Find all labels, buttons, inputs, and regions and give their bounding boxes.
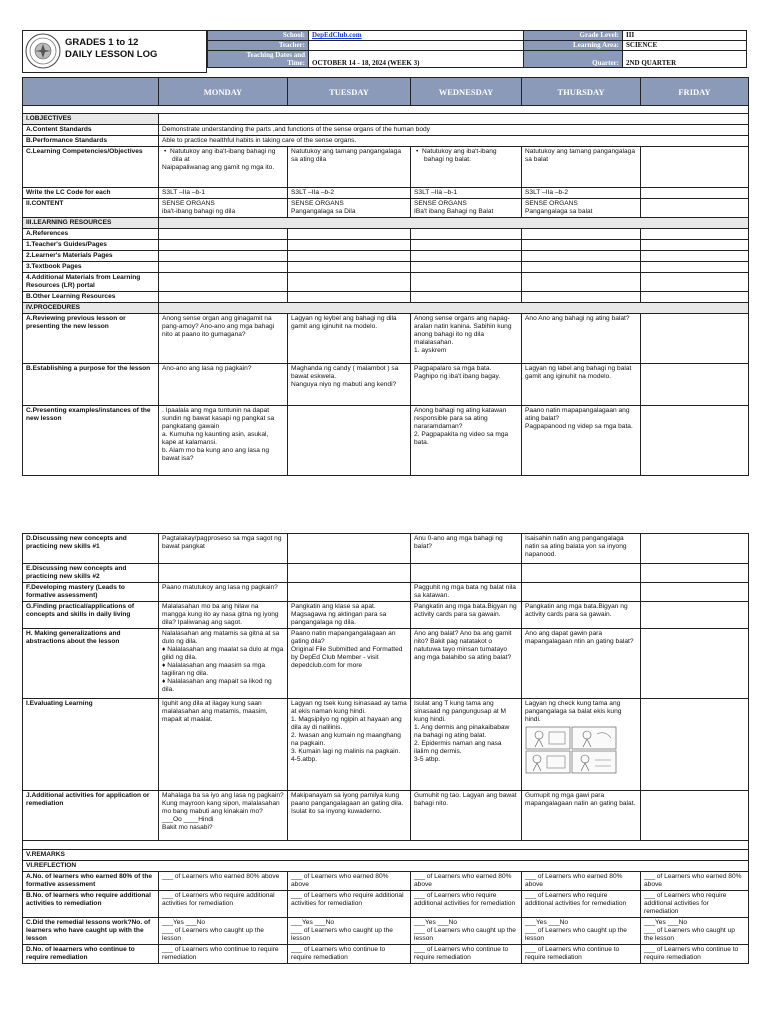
page-title bbox=[65, 37, 157, 61]
refl-d-label: D.No. of leaarners who continue to require remediation bbox=[23, 945, 159, 964]
teachers-guide-label: 1.Teacher's Guides/Pages bbox=[23, 240, 159, 251]
proc-d-thursday: Isaisahin natin ang pangangalaga natin sa ating balata yon sa inyong napanood. bbox=[522, 534, 641, 564]
learning-area-value: SCIENCE bbox=[623, 41, 747, 51]
textbook-label: 3.Textbook Pages bbox=[23, 262, 159, 273]
school-value bbox=[309, 31, 524, 41]
day-header-tuesday: TUESDAY bbox=[288, 78, 411, 106]
grade-label: Grade Level: bbox=[524, 31, 623, 41]
proc-a-wednesday: Anong sense organs ang napag-aralan natin kanina. Sabihin kung anong bahagi ito ng dila malalasahan. 1. ayskrem bbox=[411, 314, 522, 364]
proc-d-tuesday bbox=[288, 534, 411, 564]
proc-i-friday bbox=[641, 699, 749, 791]
proc-g-friday bbox=[641, 602, 749, 629]
dates-value: OCTOBER 14 - 18, 2024 (WEEK 3) bbox=[309, 51, 524, 68]
proc-a-tuesday: Lagyan ng leybel ang bahagi ng dila gamit ang iginuhit na modelo. bbox=[288, 314, 411, 364]
proc-j-thursday: Gumupit ng mga gawi para mapangalagaan natin an gating balat. bbox=[522, 791, 641, 841]
proc-b-monday: Ano-ano ang lasa ng pagkain? bbox=[159, 364, 288, 406]
refl-c-monday: ___Yes ___No ___ of Learners who caught up the lesson bbox=[159, 918, 288, 945]
refl-c-friday: ___Yes ___No ___ of Learners who caught up the lesson bbox=[641, 918, 749, 945]
content-standards-value: Demonstrate understanding the parts ,and functions of the sense organs of the human body bbox=[159, 125, 749, 136]
proc-i-thursday: Lagyan ng check kung tama ang pangangalaga sa balat ekis kung hindi. bbox=[522, 699, 641, 791]
proc-j-friday bbox=[641, 791, 749, 841]
proc-c-label: C.Presenting examples/instances of the new lesson bbox=[23, 406, 159, 476]
proc-c-monday: . Ipaalala ang mga tuntunin na dapat sundin ng bawat kasapi ng pangkat sa pangkatang gawain a. Kumuha ng kaunting asin, asukal, kape at kalamansi. b. Alam mo ba kung ano ang lasa ng bawat isa? bbox=[159, 406, 288, 476]
content-tuesday: SENSE ORGANS Pangangalaga sa Dila bbox=[288, 199, 411, 218]
refl-a-label: A.No. of learners who earned 80% of the formative assessment bbox=[23, 872, 159, 891]
proc-i-label: I.Evaluating Learning bbox=[23, 699, 159, 791]
competencies-monday: • Natutukoy ang iba't-ibang bahagi ng dila at Naipapaliwanag ang gamit ng mga ito. bbox=[159, 147, 288, 188]
remarks-label: V.REMARKS bbox=[23, 850, 749, 861]
day-header-blank bbox=[23, 78, 159, 106]
lc-code-monday: S3LT –IIa –b-1 bbox=[159, 188, 288, 199]
proc-h-friday bbox=[641, 629, 749, 699]
day-header-friday: FRIDAY bbox=[641, 78, 749, 106]
proc-g-monday: Malalasahan mo ba ang hilaw na mangga kung ito ay nasa gitna ng iyong dila? Ipaliwanag ang sagot. bbox=[159, 602, 288, 629]
proc-f-tuesday bbox=[288, 583, 411, 602]
refl-a-tuesday: ___ of Learners who earned 80% above bbox=[288, 872, 411, 891]
proc-i-wednesday: Isulat ang T kung tama ang sinasaad ng pangungusap at M kung hindi. 1. Ang dermis ang pinakaibabaw na bahagi ng ating balat. 2. Epidermis naman ang nasa ilalim ng dermis. 3-5 atbp. bbox=[411, 699, 522, 791]
refl-b-tuesday: ___ of Learners who require additional activities for remediation bbox=[288, 891, 411, 918]
proc-a-friday bbox=[641, 314, 749, 364]
proc-f-thursday bbox=[522, 583, 641, 602]
performance-standards-label: B.Performance Standards bbox=[23, 136, 159, 147]
refl-a-friday: ___ of Learners who earned 80% above bbox=[641, 872, 749, 891]
proc-h-tuesday: Paano natin mapangangalagaan an gating dila? Original File Submitted and Formatted by DepEd Club Member - visit depedclub.com for more bbox=[288, 629, 411, 699]
quarter-label: Quarter: bbox=[524, 51, 623, 68]
proc-b-label: B.Establishing a purpose for the lesson bbox=[23, 364, 159, 406]
refl-b-thursday: ___ of Learners who require additional activities for remediation bbox=[522, 891, 641, 918]
proc-j-wednesday: Gumuhit ng tao. Lagyan ang bawat bahagi nito. bbox=[411, 791, 522, 841]
refl-c-label: C.Did the remedial lessons work?No. of learners who have caught up with the lesson bbox=[23, 918, 159, 945]
procedures-blank bbox=[159, 303, 749, 314]
proc-b-thursday: Lagyan ng label ang bahagi ng balat gamit ang iginuhit na modelo. bbox=[522, 364, 641, 406]
deped-seal-icon bbox=[25, 33, 61, 69]
proc-g-tuesday: Pangkatin ang klase sa apat. Magsagawa ng aktingan para sa pangangalaga ng dila. bbox=[288, 602, 411, 629]
proc-h-label: H. Making generalizations and abstractions about the lesson bbox=[23, 629, 159, 699]
proc-f-label: F.Developing mastery (Leads to formative assessment) bbox=[23, 583, 159, 602]
refl-a-wednesday: ___ of Learners who earned 80% above bbox=[411, 872, 522, 891]
refl-b-wednesday: ___ of Learners who require additional activities for remediation bbox=[411, 891, 522, 918]
performance-standards-value: Able to practice healthful habits in taking care of the sense organs. bbox=[159, 136, 749, 147]
proc-c-tuesday bbox=[288, 406, 411, 476]
grade-value: III bbox=[623, 31, 747, 41]
proc-j-label: J.Additional activities for application or remediation bbox=[23, 791, 159, 841]
proc-c-thursday: Paano natin mapapangalagaan ang ating balat? Pagpapanood ng videp sa mga bata. bbox=[522, 406, 641, 476]
refl-b-monday: ___ of Learners who require additional activities for remediation bbox=[159, 891, 288, 918]
content-monday: SENSE ORGANS iba't-ibang bahagi ng dila bbox=[159, 199, 288, 218]
proc-a-label: A.Reviewing previous lesson or presenting the new lesson bbox=[23, 314, 159, 364]
refl-b-label: B.No. of learners who require additional activities to remediation bbox=[23, 891, 159, 918]
lesson-table-part-1 bbox=[22, 77, 749, 476]
competencies-friday bbox=[641, 147, 749, 188]
proc-f-monday: Paano matutukoy ang lasa ng pagkain? bbox=[159, 583, 288, 602]
day-header-thursday: THURSDAY bbox=[522, 78, 641, 106]
proc-c-friday bbox=[641, 406, 749, 476]
teacher-label: Teacher: bbox=[208, 41, 309, 51]
refl-c-tuesday: ___Yes ___No ___ of Learners who caught up the lesson bbox=[288, 918, 411, 945]
header-info-table bbox=[207, 30, 747, 68]
proc-b-friday bbox=[641, 364, 749, 406]
lesson-table-part-2 bbox=[22, 533, 749, 964]
proc-a-thursday: Ano Ano ang bahagi ng ating balat? bbox=[522, 314, 641, 364]
learning-area-label: Learning Area: bbox=[524, 41, 623, 51]
proc-j-tuesday: Makipanayam sa iyong pamilya kung paano pangangalagaan an gating dila. Isulat ito sa inyong kuwaderno. bbox=[288, 791, 411, 841]
content-label: II.CONTENT bbox=[23, 199, 159, 218]
proc-d-wednesday: Anu 0-ano ang mga bahagi ng balat? bbox=[411, 534, 522, 564]
competencies-tuesday: Natutukoy ang tamang pangangalaga sa ating dila bbox=[288, 147, 411, 188]
proc-b-tuesday: Maghanda ng candy ( malambot ) sa bawat eskwela. Nanguya niyo ng mabuti ang kendi? bbox=[288, 364, 411, 406]
learners-materials-label: 2.Learner's Materials Pages bbox=[23, 251, 159, 262]
reflection-label: VI.REFLECTION bbox=[23, 861, 749, 872]
proc-d-monday: Pagtalakay/pagproseso sa mga sagot ng bawat pangkat bbox=[159, 534, 288, 564]
lc-code-wednesday: S3LT –IIa –b-1 bbox=[411, 188, 522, 199]
content-friday bbox=[641, 199, 749, 218]
proc-f-friday bbox=[641, 583, 749, 602]
proc-a-monday: Anong sense organ ang ginagamit na pang-amoy? Ano-ano ang mga bahagi nito at paano ito gumagana? bbox=[159, 314, 288, 364]
content-thursday: SENSE ORGANS Pangangalaga sa balat bbox=[522, 199, 641, 218]
proc-h-monday: Nalalasahan ang matamis sa gitna at sa dulo ng dila. ♦ Nalalasahan ang maalat sa dulo at mga gilid ng dila. ♦ Nalalasahan ang maasim sa mga tagiliran ng dila. ♦ Nalalasahan ang mapait sa likod ng dila. bbox=[159, 629, 288, 699]
content-standards-label: A.Content Standards bbox=[23, 125, 159, 136]
refl-d-wednesday: ___ of Learners who continue to require remediation bbox=[411, 945, 522, 964]
refl-d-tuesday: ___ of Learners who continue to require remediation bbox=[288, 945, 411, 964]
day-header-wednesday: WEDNESDAY bbox=[411, 78, 522, 106]
proc-i-monday: Iguhit ang dila at ilagay kung saan malalasahan ang matamis, maasim, mapait at maalat. bbox=[159, 699, 288, 791]
proc-h-thursday: Ano ang dapat gawin para mapangalagaan ntin an gating balat? bbox=[522, 629, 641, 699]
proc-d-label: D.Discussing new concepts and practicing new skills #1 bbox=[23, 534, 159, 564]
title-line-1: GRADES 1 to 12 bbox=[65, 37, 139, 48]
objectives-label: I.OBJECTIVES bbox=[23, 114, 159, 125]
quarter-value: 2ND QUARTER bbox=[623, 51, 747, 68]
resources-blank bbox=[159, 218, 749, 229]
header-logo-block bbox=[22, 30, 207, 73]
lc-code-tuesday: S3LT –IIa –b-2 bbox=[288, 188, 411, 199]
proc-i-tuesday: Lagyan ng tsek kung isinasaad ay tama at ekis naman kung hindi. 1. Magsipilyo ng ngipin at hayaan ang dila ay di nalilinis. 2. Iwasan ang kumain ng maanghang na pagkain. 3. Kumain lagi ng malinis na pagkain. 4-5.atbp. bbox=[288, 699, 411, 791]
refl-d-friday: ___ of Learners who continue to require remediation bbox=[641, 945, 749, 964]
dates-label: Teaching Dates and Time: bbox=[208, 51, 309, 68]
proc-j-monday: Mahalaga ba sa iyo ang lasa ng pagkain? Kung mayroon kang sipon, malalasahan mo bang mabuti ang kinakain mo? ___Oo ____Hindi Bakit mo nasabi? bbox=[159, 791, 288, 841]
references-label: A.References bbox=[23, 229, 159, 240]
school-link[interactable]: DepEdClub.com bbox=[312, 31, 362, 40]
day-header-monday: MONDAY bbox=[159, 78, 288, 106]
proc-f-wednesday: Pagguhit ng mga bata ng balat nila sa katawan. bbox=[411, 583, 522, 602]
lc-code-label: Write the LC Code for each bbox=[23, 188, 159, 199]
refl-d-monday: ___ of Learners who continue to require remediation bbox=[159, 945, 288, 964]
lc-code-friday bbox=[641, 188, 749, 199]
proc-g-label: G.Finding practical/applications of concepts and skills in daily living bbox=[23, 602, 159, 629]
proc-e-label: E.Discussing new concepts and practicing new skills #2 bbox=[23, 564, 159, 583]
school-label: School: bbox=[208, 31, 309, 41]
proc-h-wednesday: Ano ang balat? Ano ba ang gamit nito? Bakit pag natatakot o natutuwa tayo minsan tumatayo ang mga balahibo sa ating balat? bbox=[411, 629, 522, 699]
resources-label: III.LEARNING RESOURCES bbox=[23, 218, 159, 229]
refl-c-wednesday: ___Yes ___No ___ of Learners who caught up the lesson bbox=[411, 918, 522, 945]
other-resources-label: B.Other Learning Resources bbox=[23, 292, 159, 303]
proc-c-wednesday: Anong bahagi ng ating katawan responsible para sa ating nararamdaman? 2. Pagpapakita ng video sa mga bata. bbox=[411, 406, 522, 476]
refl-a-thursday: ___ of Learners who earned 80% above bbox=[522, 872, 641, 891]
procedures-label: IV.PROCEDURES bbox=[23, 303, 159, 314]
competencies-label: C.Learning Competencies/Objectives bbox=[23, 147, 159, 188]
content-wednesday: SENSE ORGANS IBa't ibang Bahagi ng Balat bbox=[411, 199, 522, 218]
refl-a-monday: ___ of Learners who earned 80% above bbox=[159, 872, 288, 891]
title-line-2: DAILY LESSON LOG bbox=[65, 49, 158, 60]
proc-d-friday bbox=[641, 534, 749, 564]
additional-materials-label: 4.Additional Materials from Learning Resources (LR) portal bbox=[23, 273, 159, 292]
spacer-row bbox=[23, 106, 749, 114]
objectives-blank bbox=[159, 114, 749, 125]
spacer-row-2 bbox=[23, 841, 749, 850]
proc-g-thursday: Pangkatin ang mga bata.Bigyan ng activity cards para sa gawain. bbox=[522, 602, 641, 629]
competencies-wednesday: • Natutukoy ang iba't-ibang bahagi ng balat. bbox=[411, 147, 522, 188]
skin-care-pictures-icon bbox=[525, 726, 617, 774]
proc-g-wednesday: Pangkatin ang mga bata.Bigyan ng activity cards para sa gawain. bbox=[411, 602, 522, 629]
competencies-thursday: Natutukoy ang tamang pangangalaga sa balat bbox=[522, 147, 641, 188]
refl-d-thursday: ___ of Learners who continue to require remediation bbox=[522, 945, 641, 964]
lc-code-thursday: S3LT –IIa –b-2 bbox=[522, 188, 641, 199]
refl-b-friday: ___ of Learners who require additional activities for remediation bbox=[641, 891, 749, 918]
teacher-value bbox=[309, 41, 524, 51]
refl-c-thursday: ___Yes ___No ___ of Learners who caught up the lesson bbox=[522, 918, 641, 945]
proc-b-wednesday: Pagpapalaro sa mga bata. Paghipo ng iba't ibang bagay. bbox=[411, 364, 522, 406]
